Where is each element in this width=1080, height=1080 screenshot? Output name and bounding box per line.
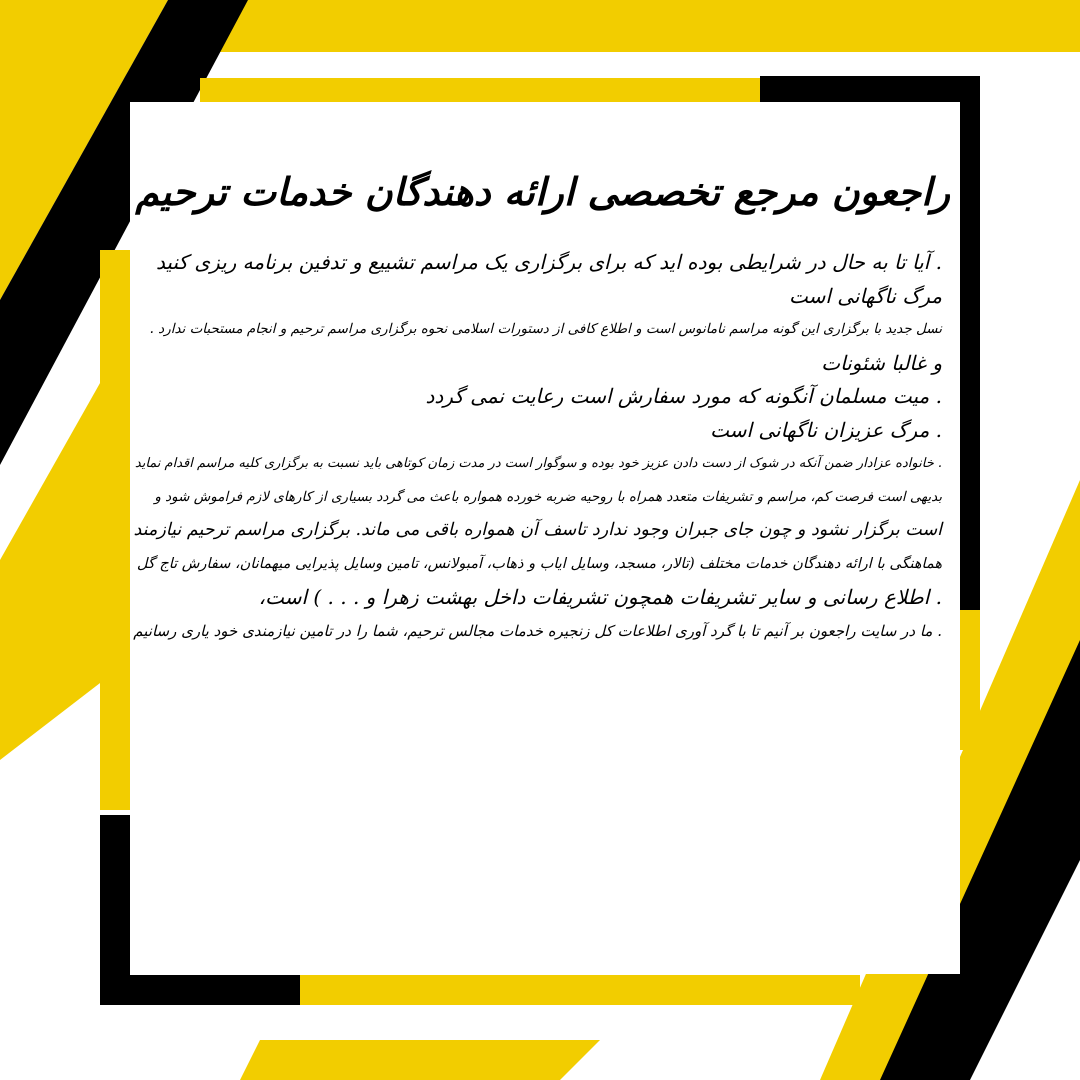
body-text xyxy=(128,246,948,648)
frame-top-black xyxy=(760,76,980,104)
frame-top-yellow xyxy=(200,78,760,104)
text-line: نسل جدید با برگزاری این گونه مراسم نامانوس است و اطلاع کافی از دستورات اسلامی نحوه برگزاری مراسم ترحیم و انجام مستحبات ندارد . xyxy=(149,321,942,337)
text-line: . خانواده عزادار ضمن آنکه در شوک از دست دادن عزیز خود بوده و سوگوار است در مدت زمان کوتاهی باید نسبت به برگزاری کلیه مراسم اقدام نماید xyxy=(134,456,942,471)
text-line: هماهنگی با ارائه دهندگان خدمات مختلف (تالار، مسجد، وسایل ایاب و ذهاب، آمبولانس، تامین وسایل پذیرایی میهمانان، سفارش تاج گل xyxy=(136,555,942,572)
top-yellow-band xyxy=(210,0,1080,52)
text-line: . اطلاع رسانی و سایر تشریفات همچون تشریفات داخل بهشت زهرا و . . . ) است، xyxy=(258,585,942,609)
text-line: . مرگ عزیزان ناگهانی است xyxy=(710,417,942,442)
text-line: و غالبا شئونات xyxy=(821,350,942,375)
text-line: . ما در سایت راجعون بر آنیم تا با گرد آوری اطلاعات کل زنجیره خدمات مجالس ترحیم، شما را در تامین نیازمندی خود یاری رسانیم xyxy=(133,621,942,640)
bottom-yellow-band xyxy=(240,1040,600,1080)
text-line: . میت مسلمان آنگونه که مورد سفارش است رعایت نمی گردد xyxy=(425,384,942,408)
text-line: مرگ ناگهانی است xyxy=(788,283,942,308)
page-title: راجعون مرجع تخصصی ارائه دهندگان خدمات ترحیم xyxy=(135,169,950,214)
text-line: بدیهی است فرصت کم، مراسم و تشریفات متعدد همراه با روحیه ضربه خورده همواره باعث می گردد بسیاری از کارهای لازم فراموش شود و xyxy=(154,488,942,505)
frame-left-yellow xyxy=(100,250,130,810)
text-line: است برگزار نشود و چون جای جبران وجود ندارد تاسف آن همواره باقی می ماند. برگزاری مراسم ترحیم نیازمند xyxy=(133,520,942,540)
frame-bottom-yellow xyxy=(300,975,860,1005)
text-line: . آیا تا به حال در شرایطی بوده اید که برای برگزاری یک مراسم تشییع و تدفین برنامه ریزی کنید xyxy=(155,250,942,274)
frame-bottom-black xyxy=(100,975,300,1005)
